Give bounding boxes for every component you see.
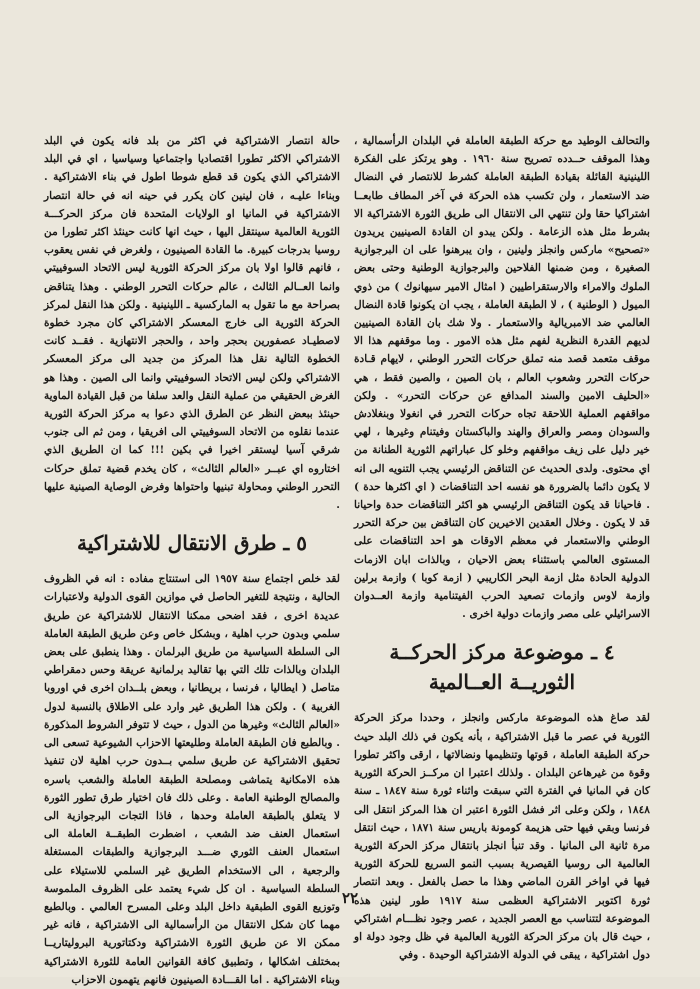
page-number: ٢٢ <box>341 889 359 907</box>
left-column <box>44 132 340 989</box>
left-column-paragraph-1: حالة انتصار الاشتراكية في اكثر من بلد فانه يكون في البلد الاشتراكي الاكثر تطورا اقتصاديا واجتماعيا وسياسيا ، اي في البلد الاشتراكي الذي يكون قد قطع شوطا اطول في بناء الاشتراكية . وبناءا عليـه ، فان لينين كان يكرر في حينه انه في حالة انتصار الاشتراكية في المانيا او الولايات المتحدة فان مركز الحركـــة الثورية العالمية سينتقل اليها ، حيث انها كانت حينئذ اكثر تطورا من روسيا بدرجات كبيرة. ما القادة الصينيون ، ولغرض في نفس يعقوب ، فانهم قالوا اولا بان مركز الحركة الثورية ليس الاتحاد السوفييتي وانما العــالم الثالث ، عالم حركات التحرر الوطني . وهذا يتناقض بصراحة مع ما تقول به الماركسية ـ اللينينية . ولكن هذا النقل لمركز الحركة الثورية الى خارج المعسكر الاشتراكي كان مجرد خطوة لاصطيـاد عصفورين بحجر واحد ، والحجر الانتهازية . فقــد كانت الخطوة التالية نقل هذا المركز من جديد الى مركز المعسكر الاشتراكي ولكن ليس الاتحاد السوفييتي وانما الى الصين . وهذا هو الغرض الحقيقي من عملية النقل والعد سلفا من قبل القيادة الماوية حينئذ ببعض النظر عن الطرق الذي دعوا به مركز الحركة الثورية عندما نقلوه من الاتحاد السوفييتي الى افريقيا ، ومن ثم الى جنوب شرقي آسيا ليستقر اخيرا في بكين !!! كما ان الطريق الذي اختاروه اي عبــر «العالم الثالث» ، كان يخدم قضية تملق حركات التحرر الوطني ومحاولة تبنيها واحتواها وفرض الوصاية الصينية عليها . <box>44 135 340 512</box>
section-5-heading: ٥ ـ طرق الانتقال للاشتراكية <box>77 531 307 556</box>
right-column-paragraph-1: والتحالف الوطيد مع حركة الطبقة العاملة في البلدان الرأسمالية ، وهذا الموقف حــدده تصريح سنة ١٩٦٠ . وهو يرتكز على الفكرة اللينينية القائلة بقيادة الطبقة العاملة كشرط للانتصار في النضال ضد الاستعمار ، ولن تكسب هذه الحركة في آخر المطاف طابعــا اشتراكيا حقا ولن تنتهي الى الانتقال الى طريق الثورة الاشتراكية الا بشرط مثل هذه الزعامة . ولكن يبدو ان القادة الصينيين يريدون «تصحيح» ماركس وانجلز ولينين ، وان يبرهنوا على ان البرجوازية الصغيرة ، ومن ضمنها الفلاحين والبرجوازية الوطنية وحتى بعض الملوك والامراء والارستقراطيين ( امثال الامير سيهانوك ) من ذوي الميول ( الوطنية ) ، لا الطبقة العاملة ، يجب ان يكونوا قادة النضال العالمي ضد الامبريالية والاستعمار . ولا شك بان القادة الصينيين لديهم القدرة النظرية لفهم مثل هذه الامور . وما موقفهم هذا الا موقف متعمد قصد منه تملق حركات التحرر الوطني ، لايهام قـادة حركات التحرر وشعوب العالم ، بان الصين ، والصين فقط ، هي «الحليف الامين والسند المدافع عن حركات التحرر» . ولكن مواقفهم العملية اللاحقة تجاه حركات التحرر في انغولا وبنغلادش والسودان ومصر والعراق والهند والباكستان وفيتنام وغيرها ، لهي خير دليل على زيف مواقفهم وخلو كل عباراتهم الثورية الطنانة من اي محتوى. ولدى الحديث عن التناقض الرئيسي يجب التنويه الى انه لا يكون دائما بالضرورة هو نفسه احد التناقضات ( اي اكثرها حدة ) . فاحيانا قد يكون التناقض الرئيسي هو اكثر التناقضات حدة واحيانا قد لا يكون . وخلال العقدين الاخيرين كان التناقض بين حركة التحرر الوطني والاستعمار في معظم الاوقات هو احد التناقضات على المستوى العالمي باستثناء بعض الاحيان ، وبالذات ابان الازمات الدولية الحادة مثل ازمة البحر الكاريبي ( ازمة كوبا ) وازمة برلين وازمة لاوس وازمات تصعيد الحرب الفيتنامية وازمة العــدوان الاسرائيلي على مصر وازمات دولية اخرى . <box>354 135 650 621</box>
right-column-paragraph-2: لقد صاغ هذه الموضوعة ماركس وانجلز ، وحددا مركز الحركة الثورية في عصر ما قبل الاشتراكية ، بأنه يكون في ذلك البلد حيث حركة الطبقة العاملة ، قوتها وتنظيمها ونضالاتها ، ارقى واكثر تطورا وقوة من غيرهاعن البلدان . ولذلك اعتبرا ان مركــز الحركة الثورية كان في المانيا في الفترة التي سبقت واثناء ثورة سنة ١٨٤٧ ـ سنة ١٨٤٨ ، ولكن وعلى اثر فشل الثورة اعتبر ان هذا المركز انتقل الى فرنسا وبقي فيها حتى هزيمة كومونة باريس سنة ١٨٧١ ، حيث انتقل مرة ثانية الى المانيا . وقد تنبأ انجلز بانتقال مركز الحركة الثورية العالمية الى روسيا القيصرية بسبب النمو السريع للحركة الثورية فيها في اواخر القرن الماضي وهذا ما حصل بالفعل . وبعد انتصار ثورة اكتوبر الاشتراكية العظمى سنة ١٩١٧ طور لينين هذه الموضوعة لتتناسب مع العصر الجديد ، عصر وجود نظـــام اشتراكي ، حيث قال بان مركز الحركة الثورية العالمية في ظل وجود دولة او دول اشتراكية ، يبقى في الدولة الاشتراكية الوحيدة . وفي <box>354 712 651 962</box>
section-4-heading: ٤ ـ موضوعة مركز الحركــة الثوريــة العــالمية <box>389 640 615 695</box>
left-column-paragraph-2: لقد خلص اجتماع سنة ١٩٥٧ الى استنتاج مفاده : انه في الظروف الحالية ، ونتيجة للتغير الحاصل في موازين القوى الدولية ولاعتبارات عديدة اخرى ، فقد اضحى ممكنا الانتقال للاشتراكية عن طريق سلمي وبدون حرب اهلية ، وبشكل خاص وعن طريق الطبقة العاملة الى السلطة السياسية من طريق البرلمان . وهذا ينطبق على بعض البلدان وبالذات تلك التي بها تقاليد برلمانية عريقة وحس دمقراطي متاصل ( ايطاليا ، فرنسا ، بريطانيا ، وبعض بلــدان اخرى في اوروبا الغربية ) . ولكن هذا الطريق غير وارد على الاطلاق بالنسبة لدول «العالم الثالث» وغيرها من الدول ، حيث لا تتوفر الشروط المذكورة . وبالطبع فان الطبقة العاملة وطليعتها الاحزاب الشيوعية تسعى الى تحقيق الاشتراكية عن طريق سلمي بــدون حرب اهلية لان تنفيذ هذه الامكانية يتماشى ومصلحة الطبقة العاملة والشعب باسره والمصالح الوطنية العامة . وعلى ذلك فان اختيار طرق تطور الثورة لا يتعلق بالطبقة العاملة وحدها ، فاذا التجات البرجوازية الى استعمال العنف ضد الشعب ، اضطرت الطبقــة العاملة الى استعمال العنف الثوري ضـــد البرجوازية والطبقات المستغلة والرجعية ، الى الاستخدام الطريق غير السلمي للاستيلاء على السلطة السياسية . ان كل شيء يعتمد على الظروف الملموسة وتوزيع القوى الطبقية داخل البلد وعلى المسرح العالمي . وبالطبع مهما كان شكل الانتقال من الرأسمالية الى الاشتراكية ، فانه غير ممكن الا عن طريق الثورة الاشتراكية ودكتاتورية البروليتاريــا بمختلف اشكالها ، وتطبيق كافة القوانين العامة للثورة الاشتراكية وبناء الاشتراكية . اما القـــادة الصينيون فانهم يتهمون الاحزاب <box>44 573 340 986</box>
right-column <box>354 132 650 964</box>
